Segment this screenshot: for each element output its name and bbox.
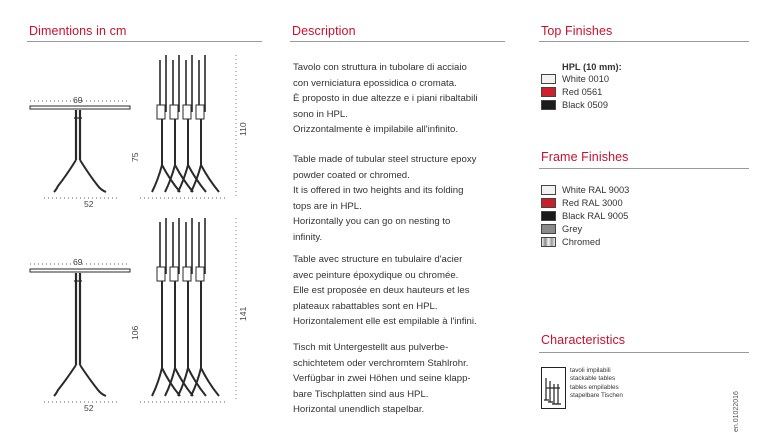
dimensions-title: Dimentions in cm <box>29 24 127 38</box>
table-low-stacked-view <box>140 55 236 198</box>
description-line: Tisch mit Untergestellt aus pulverbe- <box>293 342 449 353</box>
characteristic-line: tavoli impilabili <box>570 367 611 374</box>
color-swatch <box>541 211 556 221</box>
description-line: It is offered in two heights and its folding <box>293 185 464 197</box>
frame-finish-red <box>541 197 629 210</box>
description-line: plateaux rabattables sont en HPL. <box>293 300 438 312</box>
finish-label: Red 0561 <box>562 87 603 98</box>
finish-label: White RAL 9003 <box>562 185 630 196</box>
description-line: powder coated or chromed. <box>293 169 410 181</box>
top-finishes-list <box>541 73 609 111</box>
finish-label: Chromed <box>562 236 601 247</box>
table-high-front-view <box>30 264 130 402</box>
top-finish-red <box>541 86 609 99</box>
characteristics-title: Characteristics <box>541 333 626 347</box>
characteristics-text <box>570 367 623 401</box>
top-finishes-divider <box>539 41 749 42</box>
description-line: Orizzontalmente è impilabile all'infinito. <box>293 124 459 136</box>
frame-finishes-list <box>541 184 629 248</box>
stackable-tables-icon <box>541 367 566 409</box>
description-line: infinity. <box>293 231 323 243</box>
description-line: tops are in HPL. <box>293 200 362 212</box>
table-low-front-view <box>30 101 130 198</box>
description-line: Elle est proposée en deux hauteurs et les <box>293 285 470 297</box>
color-swatch <box>541 100 556 110</box>
table-drawings <box>0 0 290 438</box>
characteristic-line: stapelbare Tischen <box>570 392 623 400</box>
characteristics-divider <box>539 352 749 353</box>
description-line: Horizontalement elle est empilable à l'infini. <box>293 316 477 328</box>
dim-height-low: 75 <box>130 152 140 162</box>
description-line: avec peinture époxydique ou chromée. <box>293 269 459 281</box>
description-line: Table avec structure en tubulaire d'acier <box>293 254 463 265</box>
description-italian <box>293 60 508 138</box>
description-english <box>293 152 508 246</box>
dim-top-width-high: 69 <box>73 257 83 267</box>
dim-base-width-low: 52 <box>84 199 94 209</box>
table-high-stacked-view <box>140 218 236 402</box>
top-finish-black <box>541 99 609 112</box>
color-swatch <box>541 224 556 234</box>
description-line: È proposto in due altezze e i piani ribaltabili <box>293 93 478 105</box>
finish-label: White 0010 <box>562 74 610 85</box>
color-swatch <box>541 185 556 195</box>
description-title: Description <box>292 24 356 38</box>
dim-stacked-height-high: 141 <box>238 306 248 321</box>
description-line: Table made of tubular steel structure epoxy <box>293 154 477 165</box>
color-swatch <box>541 87 556 97</box>
description-divider <box>290 41 505 42</box>
color-swatch <box>541 198 556 208</box>
dim-height-high: 106 <box>130 325 140 340</box>
characteristic-line: tables empilables <box>570 383 619 391</box>
finish-label: Red RAL 3000 <box>562 198 623 209</box>
description-line: Horizontally you can go on nesting to <box>293 216 451 228</box>
description-line: sono in HPL. <box>293 108 348 120</box>
top-finish-white <box>541 73 609 86</box>
characteristic-line: stackable tables <box>570 375 616 383</box>
frame-finish-black <box>541 210 629 223</box>
frame-finishes-divider <box>539 168 749 169</box>
frame-finishes-title: Frame Finishes <box>541 150 629 164</box>
color-swatch <box>541 74 556 84</box>
document-code: en.01022016 <box>733 391 740 432</box>
finish-label: Grey <box>562 223 583 234</box>
color-swatch <box>541 237 556 247</box>
dim-top-width-low: 69 <box>73 95 83 105</box>
description-german <box>293 340 508 418</box>
top-finishes-title: Top Finishes <box>541 24 613 38</box>
frame-finish-grey <box>541 222 629 235</box>
description-line: Tavolo con struttura in tubolare di acciaio <box>293 62 467 73</box>
dim-stacked-height-low: 110 <box>238 122 248 136</box>
frame-finish-chromed <box>541 235 629 248</box>
dim-base-width-high: 52 <box>84 403 94 413</box>
description-line: Horizontal unendlich stapelbar. <box>293 404 425 416</box>
hpl-heading: HPL (10 mm): <box>562 62 622 72</box>
frame-finish-white <box>541 184 629 197</box>
description-line: Verfügbar in zwei Höhen und seine klapp- <box>293 373 471 385</box>
description-line: con verniciatura epossidica o cromata. <box>293 77 457 89</box>
finish-label: Black RAL 9005 <box>562 210 629 221</box>
finish-label: Black 0509 <box>562 99 608 110</box>
description-line: bare Tischplatten sind aus HPL. <box>293 388 429 400</box>
description-french <box>293 252 508 330</box>
description-line: schichtetem oder verchromtem Stahlrohr. <box>293 357 469 369</box>
